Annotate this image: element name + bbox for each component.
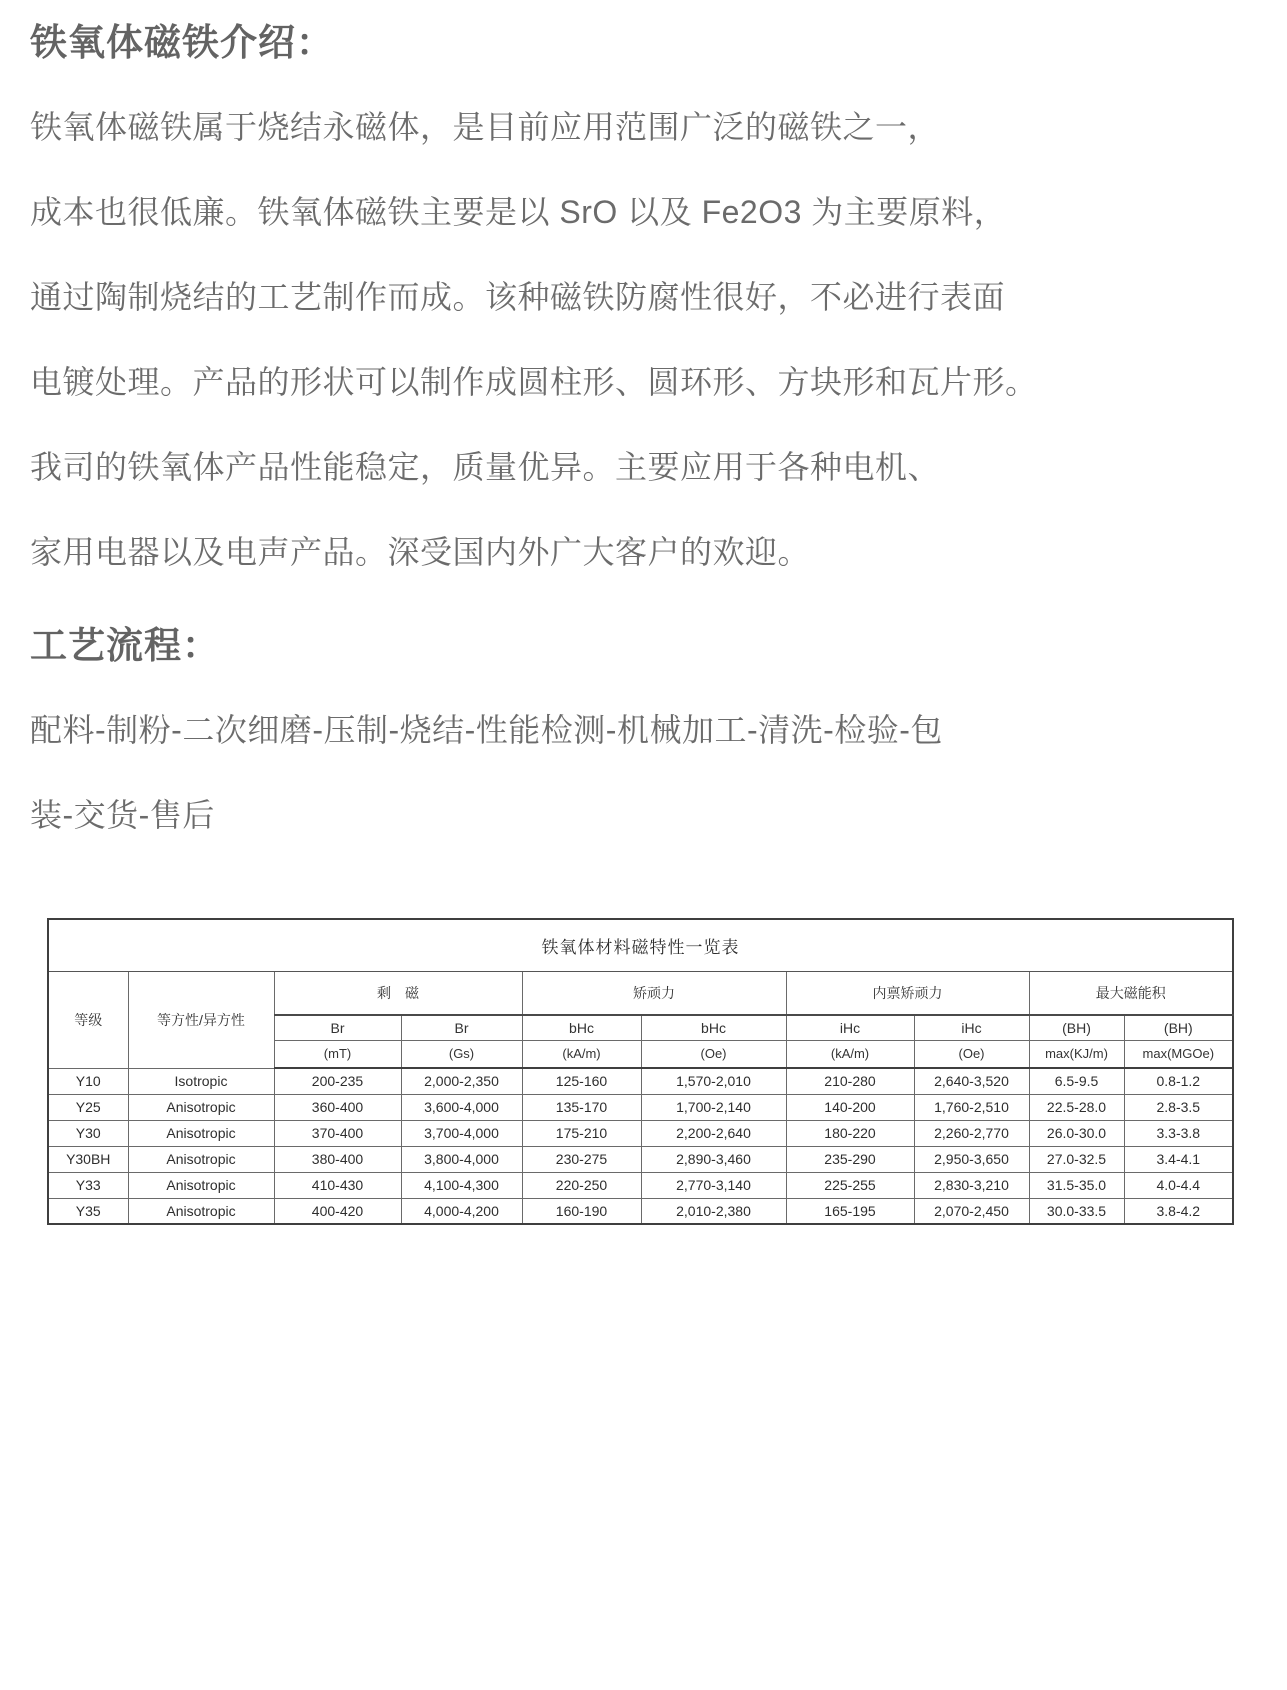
paragraph-line: 通过陶制烧结的工艺制作而成。该种磁铁防腐性很好，不必进行表面 <box>30 279 1006 315</box>
cell-bh-mgoe: 2.8-3.5 <box>1124 1094 1233 1120</box>
cell-bhc-oe: 1,700-2,140 <box>641 1094 786 1120</box>
cell-br-gs: 3,800-4,000 <box>401 1146 522 1172</box>
cell-ihc-oe: 2,070-2,450 <box>914 1198 1029 1224</box>
cell-bh-kjm: 27.0-32.5 <box>1029 1146 1124 1172</box>
table-row <box>48 1198 1233 1224</box>
cell-ihc-kam: 210-280 <box>786 1068 914 1094</box>
intro-paragraph-1 <box>30 85 1257 425</box>
cell-br-mt: 200-235 <box>274 1068 401 1094</box>
table-row <box>48 1120 1233 1146</box>
cell-ihc-oe: 2,640-3,520 <box>914 1068 1029 1094</box>
cell-isotropy: Anisotropic <box>128 1146 274 1172</box>
cell-bhc-oe: 2,770-3,140 <box>641 1172 786 1198</box>
cell-ihc-kam: 165-195 <box>786 1198 914 1224</box>
cell-bh-kjm: 30.0-33.5 <box>1029 1198 1124 1224</box>
col-header-isotropy: 等方性/异方性 <box>128 971 274 1068</box>
cell-bh-mgoe: 4.0-4.4 <box>1124 1172 1233 1198</box>
group-header-max-energy-product: 最大磁能积 <box>1029 971 1233 1015</box>
spec-table-container <box>47 918 1257 1225</box>
unit-oe-1: (Oe) <box>641 1040 786 1068</box>
cell-grade: Y25 <box>48 1094 128 1120</box>
cell-bh-mgoe: 3.4-4.1 <box>1124 1146 1233 1172</box>
sub-header-bhc-kam: bHc <box>522 1015 641 1040</box>
process-heading: 工艺流程： <box>30 625 220 666</box>
cell-bh-kjm: 6.5-9.5 <box>1029 1068 1124 1094</box>
paragraph-line: 家用电器以及电声产品。深受国内外广大客户的欢迎。 <box>30 534 811 570</box>
sub-header-ihc-kam: iHc <box>786 1015 914 1040</box>
sub-header-br-mt: Br <box>274 1015 401 1040</box>
unit-max-kjm: max(KJ/m) <box>1029 1040 1124 1068</box>
intro-paragraph-2 <box>30 425 1257 595</box>
cell-isotropy: Anisotropic <box>128 1094 274 1120</box>
cell-grade: Y35 <box>48 1198 128 1224</box>
cell-bhc-kam: 135-170 <box>522 1094 641 1120</box>
cell-isotropy: Anisotropic <box>128 1198 274 1224</box>
unit-oe-2: (Oe) <box>914 1040 1029 1068</box>
cell-ihc-oe: 2,830-3,210 <box>914 1172 1029 1198</box>
cell-bhc-kam: 230-275 <box>522 1146 641 1172</box>
cell-bh-kjm: 31.5-35.0 <box>1029 1172 1124 1198</box>
cell-br-mt: 380-400 <box>274 1146 401 1172</box>
cell-isotropy: Isotropic <box>128 1068 274 1094</box>
paragraph-line: 我司的铁氧体产品性能稳定，质量优异。主要应用于各种电机、 <box>30 449 941 485</box>
unit-kam-1: (kA/m) <box>522 1040 641 1068</box>
cell-bh-mgoe: 3.8-4.2 <box>1124 1198 1233 1224</box>
cell-br-gs: 3,600-4,000 <box>401 1094 522 1120</box>
cell-br-gs: 4,100-4,300 <box>401 1172 522 1198</box>
cell-bh-mgoe: 0.8-1.2 <box>1124 1068 1233 1094</box>
cell-ihc-kam: 235-290 <box>786 1146 914 1172</box>
cell-ihc-oe: 2,950-3,650 <box>914 1146 1029 1172</box>
cell-bhc-oe: 1,570-2,010 <box>641 1068 786 1094</box>
sub-header-bh-mgoe: (BH) <box>1124 1015 1233 1040</box>
cell-ihc-oe: 2,260-2,770 <box>914 1120 1029 1146</box>
cell-grade: Y10 <box>48 1068 128 1094</box>
cell-br-gs: 2,000-2,350 <box>401 1068 522 1094</box>
cell-br-mt: 370-400 <box>274 1120 401 1146</box>
cell-isotropy: Anisotropic <box>128 1172 274 1198</box>
group-header-intrinsic-coercivity: 内禀矫顽力 <box>786 971 1029 1015</box>
cell-bhc-oe: 2,010-2,380 <box>641 1198 786 1224</box>
cell-bh-kjm: 26.0-30.0 <box>1029 1120 1124 1146</box>
cell-grade: Y30BH <box>48 1146 128 1172</box>
col-header-grade: 等级 <box>48 971 128 1068</box>
cell-ihc-kam: 140-200 <box>786 1094 914 1120</box>
cell-br-mt: 400-420 <box>274 1198 401 1224</box>
cell-bh-kjm: 22.5-28.0 <box>1029 1094 1124 1120</box>
unit-max-mgoe: max(MGOe) <box>1124 1040 1233 1068</box>
cell-bh-mgoe: 3.3-3.8 <box>1124 1120 1233 1146</box>
cell-grade: Y30 <box>48 1120 128 1146</box>
cell-bhc-kam: 125-160 <box>522 1068 641 1094</box>
table-row <box>48 1068 1233 1094</box>
group-header-coercivity: 矫顽力 <box>522 971 786 1015</box>
table-title: 铁氧体材料磁特性一览表 <box>48 919 1233 971</box>
ferrite-spec-table <box>47 918 1234 1225</box>
unit-gs: (Gs) <box>401 1040 522 1068</box>
cell-ihc-oe: 1,760-2,510 <box>914 1094 1029 1120</box>
table-body <box>48 1068 1233 1224</box>
cell-bhc-kam: 175-210 <box>522 1120 641 1146</box>
cell-ihc-kam: 180-220 <box>786 1120 914 1146</box>
table-group-header-row <box>48 971 1233 1015</box>
cell-grade: Y33 <box>48 1172 128 1198</box>
table-row <box>48 1094 1233 1120</box>
intro-heading: 铁氧体磁铁介绍： <box>30 22 334 63</box>
sub-header-bh-kjm: (BH) <box>1029 1015 1124 1040</box>
cell-br-mt: 360-400 <box>274 1094 401 1120</box>
paragraph-line: 成本也很低廉。铁氧体磁铁主要是以 SrO 以及 Fe2O3 为主要原料， <box>30 194 1007 230</box>
paragraph-line: 电镀处理。产品的形状可以制作成圆柱形、圆环形、方块形和瓦片形。 <box>30 364 1038 400</box>
cell-br-gs: 4,000-4,200 <box>401 1198 522 1224</box>
cell-bhc-oe: 2,200-2,640 <box>641 1120 786 1146</box>
table-title-row <box>48 919 1233 971</box>
unit-mt: (mT) <box>274 1040 401 1068</box>
sub-header-br-gs: Br <box>401 1015 522 1040</box>
cell-bhc-kam: 160-190 <box>522 1198 641 1224</box>
cell-ihc-kam: 225-255 <box>786 1172 914 1198</box>
cell-isotropy: Anisotropic <box>128 1120 274 1146</box>
paragraph-line: 铁氧体磁铁属于烧结永磁体，是目前应用范围广泛的磁铁之一， <box>30 109 941 145</box>
cell-br-mt: 410-430 <box>274 1172 401 1198</box>
cell-br-gs: 3,700-4,000 <box>401 1120 522 1146</box>
process-paragraph <box>30 688 1257 858</box>
sub-header-ihc-oe: iHc <box>914 1015 1029 1040</box>
cell-bhc-oe: 2,890-3,460 <box>641 1146 786 1172</box>
sub-header-bhc-oe: bHc <box>641 1015 786 1040</box>
paragraph-line: 配料-制粉-二次细磨-压制-烧结-性能检测-机械加工-清洗-检验-包 <box>30 712 943 748</box>
group-header-remanence: 剩 磁 <box>274 971 522 1015</box>
unit-kam-2: (kA/m) <box>786 1040 914 1068</box>
table-row <box>48 1146 1233 1172</box>
table-row <box>48 1172 1233 1198</box>
paragraph-line: 装-交货-售后 <box>30 797 215 833</box>
cell-bhc-kam: 220-250 <box>522 1172 641 1198</box>
